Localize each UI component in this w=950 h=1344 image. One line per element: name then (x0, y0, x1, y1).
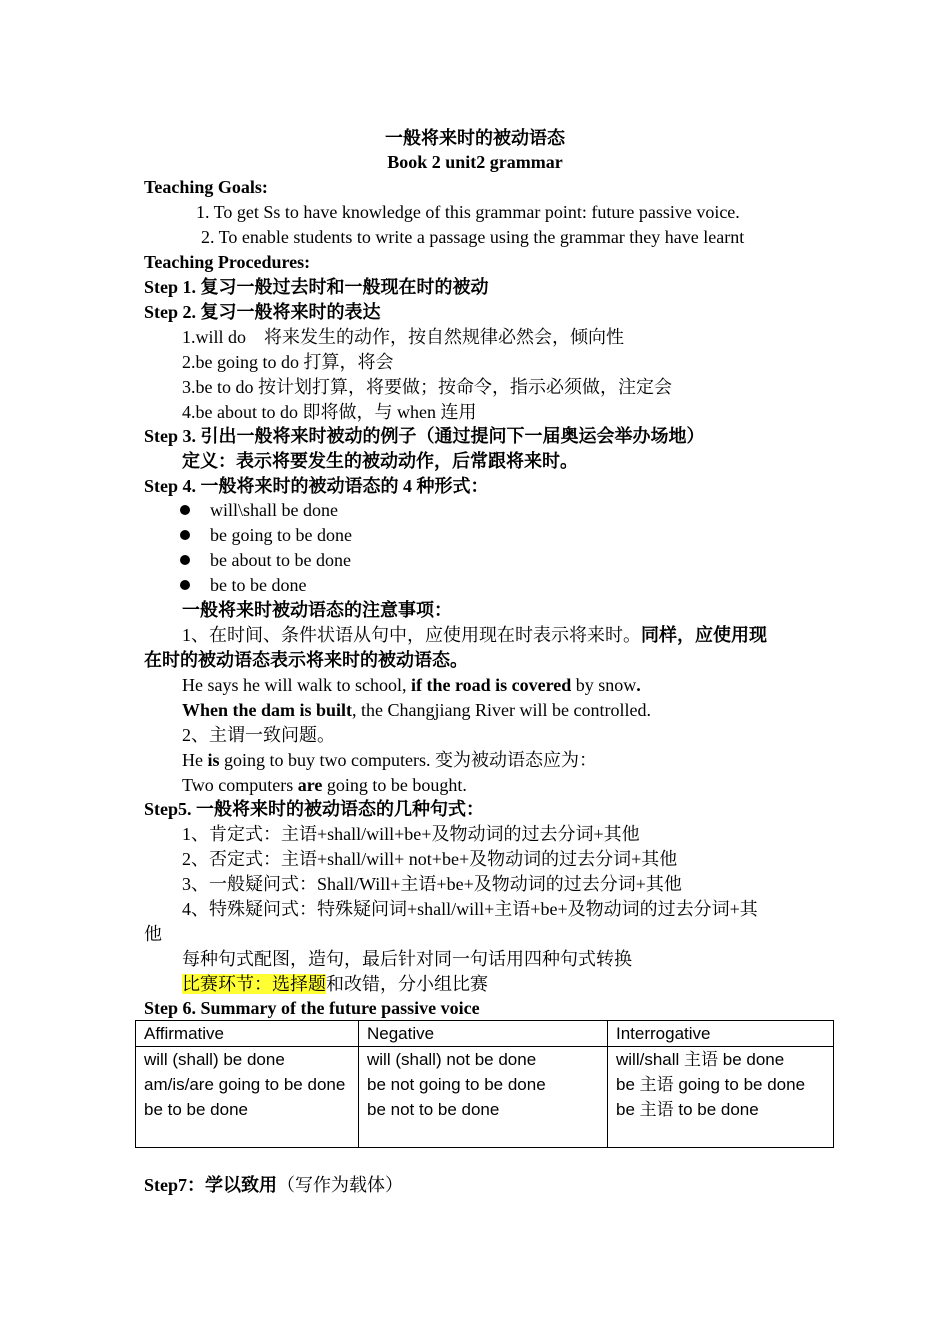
note-2: 2、主谓一致问题。 (182, 725, 335, 745)
interrogative-form: be 主语 going to be done (616, 1075, 806, 1094)
summary-table (135, 1020, 834, 1148)
goal-item-2: 2. To enable students to write a passage using the grammar they have learnt (201, 227, 745, 247)
example-text: , the Changjiang River will be controlled. (352, 700, 651, 720)
step-2-heading: Step 2. 复习一般将来时的表达 (144, 302, 381, 322)
bullet-icon (180, 580, 190, 590)
step-4-heading: Step 4. 一般将来时的被动语态的 4 种形式： (144, 476, 489, 496)
practice-text: 每种句式配图，造句，最后针对同一句话用四种句式转换 (182, 949, 632, 969)
example-bold: When the dam is built (182, 700, 353, 720)
title-english: Book 2 unit2 grammar (387, 152, 563, 172)
example-bold: is (207, 750, 220, 770)
contest-highlight: 比赛环节：选择题 (182, 974, 326, 994)
goal-item-1: 1. To get Ss to have knowledge of this grammar point: future passive voice. (196, 202, 740, 222)
negative-form: will (shall) not be done (367, 1050, 537, 1069)
example-text: going to buy two computers. 变为被动语态应为： (219, 750, 597, 770)
step5-item-continued: 他 (144, 924, 162, 944)
form-item: be going to be done (210, 525, 352, 545)
example-bold: are (297, 775, 323, 795)
column-header-negative: Negative (359, 1021, 608, 1047)
teaching-goals-heading: Teaching Goals: (144, 177, 268, 197)
note-1-continued: 在时的被动语态表示将来时的被动语态。 (144, 650, 468, 670)
step2-item: 2.be going to do 打算，将会 (182, 352, 394, 372)
step-7-note: （写作为载体） (277, 1175, 404, 1195)
example-text: Two computers (182, 775, 298, 795)
example-bold: if the road is covered (410, 675, 572, 695)
form-item: be about to be done (210, 550, 351, 570)
title-chinese: 一般将来时的被动语态 (385, 128, 565, 148)
step5-item: 2、否定式：主语+shall/will+ not+be+及物动词的过去分词+其他 (182, 849, 678, 869)
example-sentence-1 (182, 673, 641, 697)
interrogative-form: will/shall 主语 be done (616, 1050, 785, 1069)
example-sentence-2 (182, 698, 651, 722)
step-3-heading: Step 3. 引出一般将来时被动的例子（通过提问下一届奥运会举办场地） (144, 426, 705, 446)
interrogative-form: be 主语 to be done (616, 1100, 759, 1119)
negative-cell (359, 1047, 608, 1148)
step-7-heading (144, 1173, 403, 1197)
step5-item: 4、特殊疑问式：特殊疑问词+shall/will+主语+be+及物动词的过去分词+其 (182, 899, 758, 919)
contest-text (182, 972, 488, 996)
affirmative-form: be to be done (144, 1100, 248, 1119)
affirmative-form: will (shall) be done (144, 1050, 285, 1069)
step2-item: 1.will do 将来发生的动作，按自然规律必然会，倾向性 (182, 327, 624, 347)
step-1-heading: Step 1. 复习一般过去时和一般现在时的被动 (144, 277, 489, 297)
example-sentence-4 (182, 773, 467, 797)
affirmative-form: am/is/are going to be done (144, 1075, 346, 1094)
example-text: going to be bought. (322, 775, 467, 795)
step2-item: 4.be about to do 即将做，与 when 连用 (182, 402, 477, 422)
example-sentence-3 (182, 748, 597, 772)
notes-heading: 一般将来时被动语态的注意事项： (182, 600, 452, 620)
note-1-text: 1、在时间、条件状语从句中，应使用现在时表示将来时。 (182, 625, 641, 645)
teaching-procedures-heading: Teaching Procedures: (144, 252, 311, 272)
table-row (136, 1047, 834, 1148)
example-text: by snow (571, 675, 637, 695)
contest-rest: 和改错，分小组比赛 (326, 974, 488, 994)
bullet-icon (180, 555, 190, 565)
note-1 (182, 623, 767, 647)
form-item: will\shall be done (210, 500, 338, 520)
bullet-icon (180, 505, 190, 515)
step-6-heading: Step 6. Summary of the future passive voice (144, 998, 480, 1018)
step5-item: 3、一般疑问式：Shall/Will+主语+be+及物动词的过去分词+其他 (182, 874, 682, 894)
note-1-bold: 同样，应使用现 (641, 625, 767, 645)
example-text: He says he will walk to school, (182, 675, 411, 695)
interrogative-cell (608, 1047, 834, 1148)
example-bold: . (636, 675, 641, 695)
negative-form: be not going to be done (367, 1075, 546, 1094)
column-header-interrogative: Interrogative (608, 1021, 834, 1047)
table-header-row (136, 1021, 834, 1047)
step2-item: 3.be to do 按计划打算，将要做；按命令，指示必须做，注定会 (182, 377, 672, 397)
definition-text: 定义：表示将要发生的被动动作，后常跟将来时。 (182, 451, 578, 471)
step5-item: 1、肯定式：主语+shall/will+be+及物动词的过去分词+其他 (182, 824, 640, 844)
negative-form: be not to be done (367, 1100, 500, 1119)
form-item: be to be done (210, 575, 307, 595)
step-5-heading: Step5. 一般将来时的被动语态的几种句式： (144, 799, 485, 819)
bullet-icon (180, 530, 190, 540)
example-text: He (182, 750, 208, 770)
column-header-affirmative: Affirmative (136, 1021, 359, 1047)
affirmative-cell (136, 1047, 359, 1148)
step-7-bold: Step7：学以致用 (144, 1175, 278, 1195)
